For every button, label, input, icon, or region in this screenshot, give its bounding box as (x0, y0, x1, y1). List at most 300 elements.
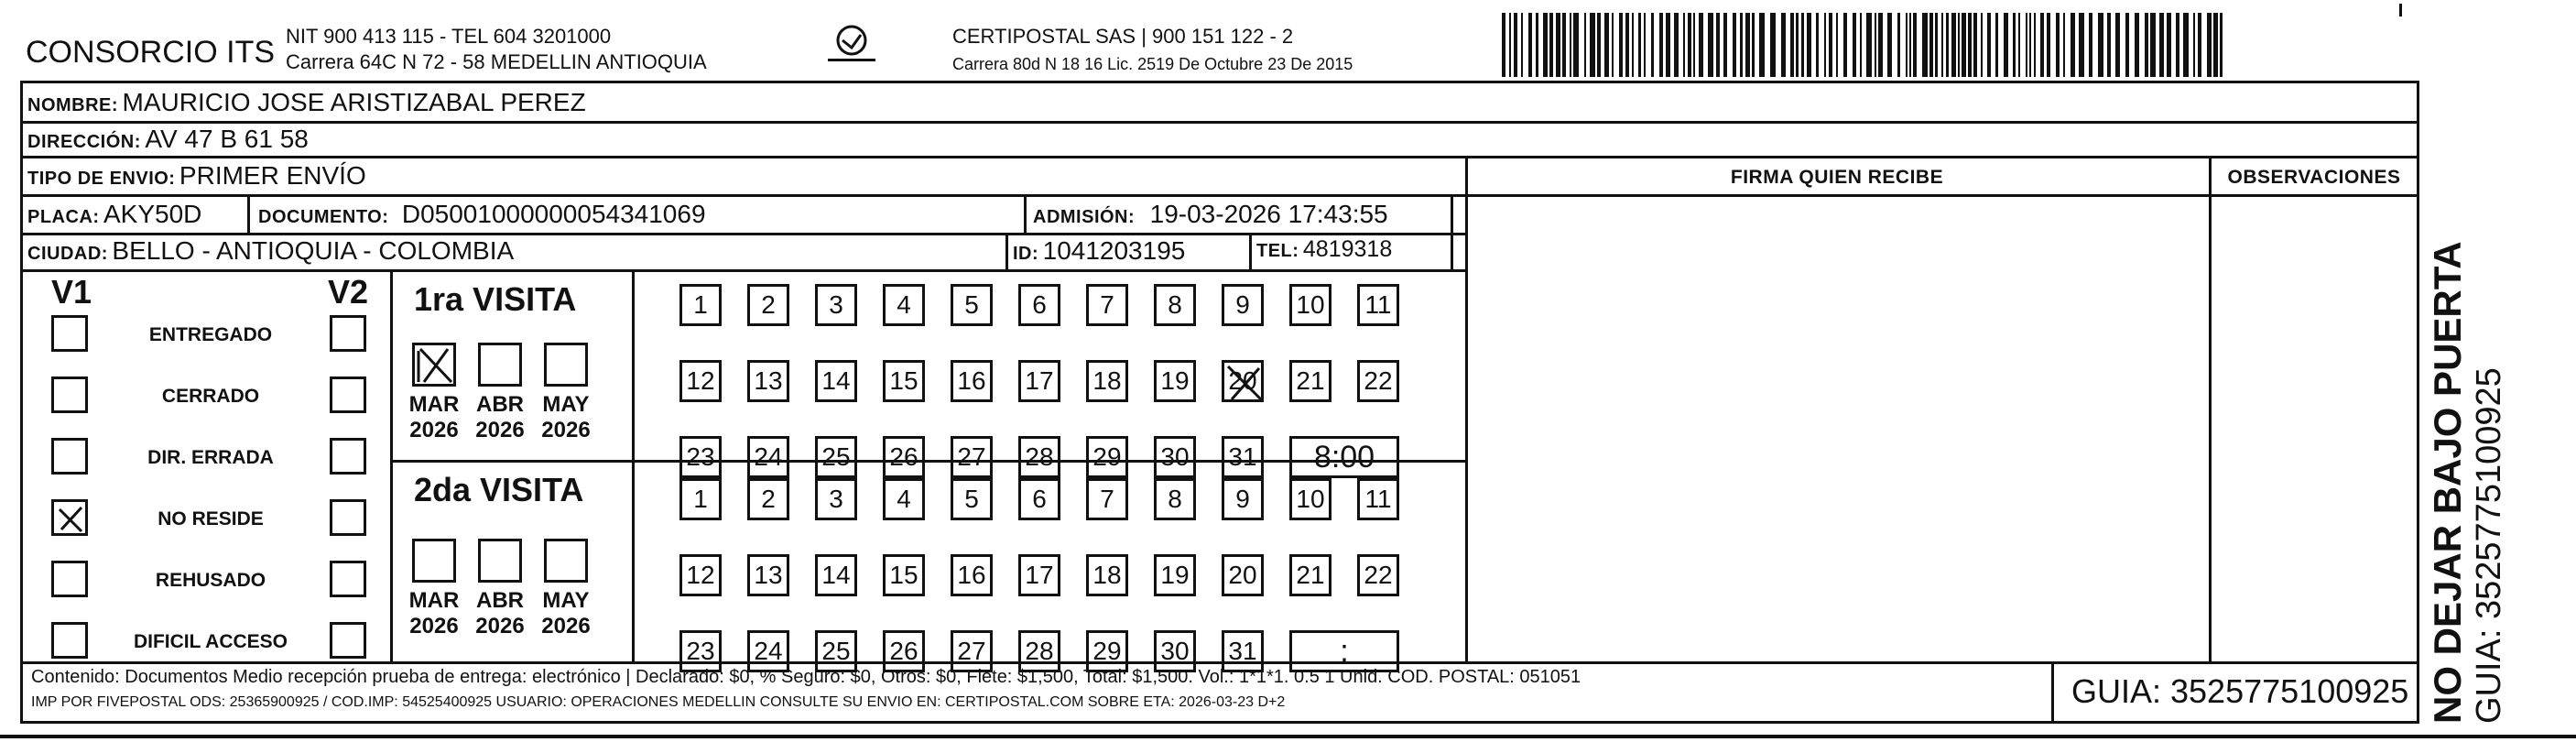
day-number: 21 (1296, 561, 1325, 589)
firma-area[interactable] (1476, 203, 2200, 654)
barcode-bar (2040, 13, 2044, 77)
day-box[interactable] (815, 284, 857, 326)
day-box[interactable] (951, 554, 993, 596)
visit1-month-boxes (408, 343, 591, 442)
day-box[interactable] (951, 360, 993, 402)
barcode-bar (2193, 13, 2195, 77)
barcode-bar (2183, 13, 2189, 77)
month-checkbox[interactable] (544, 343, 588, 387)
day-number: 1 (693, 290, 708, 319)
day-number: 11 (1364, 290, 1392, 319)
placa-row (27, 200, 201, 229)
day-number: 5 (964, 290, 979, 319)
day-box[interactable] (1086, 360, 1128, 402)
day-number: 14 (821, 366, 851, 395)
day-number: 29 (1092, 442, 1122, 471)
barcode-bar (1843, 13, 1847, 77)
documento-row (258, 200, 706, 229)
carrier-address: Carrera 80d N 18 16 Lic. 2519 De Octubre 23 De 2015 (952, 55, 1353, 73)
direccion-row (27, 125, 309, 154)
day-box[interactable] (1086, 478, 1128, 520)
barcode-bar (1604, 13, 1609, 77)
barcode-bar (1897, 13, 1900, 77)
day-number: 5 (964, 485, 979, 513)
day-number: 15 (889, 561, 918, 589)
nombre-label: NOMBRE: (27, 95, 119, 115)
barcode-bar (1521, 13, 1523, 77)
day-number: 4 (897, 485, 911, 513)
day-box[interactable] (883, 554, 925, 596)
barcode-bar (2056, 13, 2060, 77)
status-label: REHUSADO (155, 570, 266, 591)
barcode-bar (2115, 13, 2120, 77)
tel-value: 4819318 (1302, 236, 1393, 262)
barcode-bar (2047, 13, 2050, 77)
barcode-bar (1562, 13, 1566, 77)
day-box[interactable] (1086, 284, 1128, 326)
id-value: 1041203195 (1042, 236, 1186, 265)
day-x-mark (1224, 363, 1265, 403)
visit2-day-grid (679, 478, 1399, 672)
day-box[interactable] (815, 554, 857, 596)
day-number: 30 (1160, 442, 1190, 471)
barcode-bar (1514, 13, 1517, 77)
barcode-bar (1733, 13, 1736, 77)
barcode-bar (1688, 13, 1691, 77)
side-guia: GUIA: 3525775100925 (2470, 367, 2508, 724)
observaciones-header: OBSERVACIONES (2227, 167, 2401, 188)
time-value: 8:00 (1313, 439, 1375, 475)
day-box[interactable] (1357, 284, 1399, 326)
day-number: 2 (761, 290, 776, 319)
day-number: 13 (754, 366, 783, 395)
admision-row (1033, 200, 1388, 229)
day-number: 6 (1032, 485, 1047, 513)
day-number: 30 (1160, 637, 1190, 665)
visit1-day-grid (679, 284, 1399, 478)
barcode-bar (1651, 13, 1654, 77)
day-box[interactable] (1154, 360, 1196, 402)
barcode-bar (2098, 13, 2103, 77)
day-box[interactable] (1222, 554, 1264, 596)
day-number: 11 (1364, 485, 1392, 513)
barcode-bar (1853, 13, 1856, 77)
barcode-bar (2063, 13, 2065, 77)
observaciones-area[interactable] (2220, 203, 2412, 654)
day-number: 26 (889, 442, 918, 471)
day-number: 10 (1296, 290, 1325, 319)
year-label: 2026 (409, 418, 459, 442)
barcode-bar (1796, 13, 1799, 77)
barcode-bar (2107, 13, 2111, 77)
barcode-bar (2004, 13, 2008, 77)
tipo-envio-label: TIPO DE ENVIO: (27, 169, 176, 189)
day-box[interactable] (1018, 360, 1060, 402)
nombre-row (27, 88, 586, 117)
day-box[interactable] (951, 436, 993, 478)
year-label: 2026 (475, 614, 525, 638)
day-number: 19 (1160, 366, 1190, 395)
day-box[interactable] (679, 436, 722, 478)
day-box[interactable] (747, 284, 789, 326)
day-box[interactable] (679, 478, 722, 520)
admision-label: ADMISIÓN: (1033, 207, 1136, 227)
barcode-bar (1659, 13, 1663, 77)
footer-guia: GUIA: 3525775100925 (2071, 672, 2409, 710)
barcode-bar (1968, 13, 1972, 77)
day-box[interactable] (1289, 360, 1331, 402)
admision-value: 19-03-2026 17:43:55 (1149, 200, 1388, 228)
day-box[interactable] (1357, 554, 1399, 596)
v2-checkbox[interactable] (330, 561, 366, 597)
footer-imp: IMP POR FIVEPOSTAL ODS: 25365900925 / COD.IMP: 54525400925 USUARIO: OPERACIONES MEDELLIN CONSULTE SU ENVIO EN: CERTIPOSTAL.COM SOBRE ETA: 2026-03-23 D+2 (31, 694, 1286, 710)
status-label: DIR. ERRADA (147, 447, 274, 468)
barcode-bar (2220, 13, 2223, 77)
day-number: 8 (1168, 290, 1182, 319)
month-checkbox[interactable] (412, 539, 456, 583)
id-row (1013, 236, 1185, 266)
direccion-label: DIRECCIÓN: (27, 132, 141, 152)
barcode-bar (1745, 13, 1750, 77)
day-box[interactable] (1018, 284, 1060, 326)
barcode-bar (1543, 13, 1548, 77)
day-number: 6 (1032, 290, 1047, 319)
day-number: 3 (829, 485, 843, 513)
barcode-bar (1509, 13, 1511, 77)
month-label: MAY (542, 392, 590, 417)
day-box[interactable] (1018, 478, 1060, 520)
barcode-bar (1973, 13, 1977, 77)
barcode (1502, 13, 2234, 79)
barcode-bar (2159, 13, 2164, 77)
day-number: 18 (1092, 561, 1122, 589)
nombre-value: MAURICIO JOSE ARISTIZABAL PEREZ (122, 88, 586, 116)
barcode-bar (1612, 13, 1614, 77)
tipo-envio-value: PRIMER ENVÍO (179, 161, 366, 190)
barcode-bar (1801, 13, 1804, 77)
day-box[interactable] (1018, 554, 1060, 596)
ciudad-label: CIUDAD: (27, 244, 108, 264)
barcode-bar (1597, 13, 1601, 77)
day-box[interactable] (883, 360, 925, 402)
day-box[interactable] (1357, 478, 1399, 520)
day-box[interactable] (1154, 478, 1196, 520)
barcode-bar (1584, 13, 1586, 77)
day-number: 17 (1025, 366, 1054, 395)
day-box[interactable] (883, 478, 925, 520)
barcode-bar (1770, 13, 1776, 77)
day-number: 22 (1364, 561, 1393, 589)
barcode-bar (1708, 13, 1713, 77)
barcode-bar (1723, 13, 1727, 77)
status-label: NO RESIDE (158, 508, 264, 529)
id-label: ID: (1013, 244, 1039, 264)
day-number: 15 (889, 366, 918, 395)
barcode-bar (1536, 13, 1538, 77)
visit2-month-boxes (408, 539, 591, 638)
day-box[interactable] (883, 436, 925, 478)
barcode-bar (1909, 13, 1911, 77)
v2-checkbox[interactable] (330, 622, 366, 659)
barcode-bar (1759, 13, 1765, 77)
barcode-bar (1674, 13, 1679, 77)
documento-value: D05001000000054341069 (401, 200, 706, 228)
month-label: MAR (408, 392, 460, 417)
no-dejar-warning: NO DEJAR BAJO PUERTA (2426, 241, 2469, 724)
barcode-bar (1913, 13, 1917, 77)
v2-checkbox[interactable] (330, 499, 366, 536)
barcode-bar (1887, 13, 1892, 77)
barcode-bar (1570, 13, 1571, 77)
barcode-bar (1693, 13, 1695, 77)
barcode-bar (1590, 13, 1595, 77)
barcode-bar (1866, 13, 1872, 77)
barcode-bar (2145, 13, 2148, 77)
day-number: 31 (1228, 442, 1257, 471)
barcode-bar (1573, 13, 1579, 77)
certipostal-logo (824, 24, 879, 76)
barcode-bar (2135, 13, 2139, 77)
tipo-envio-row (27, 161, 366, 191)
day-number: 13 (754, 561, 783, 589)
status-label: ENTREGADO (148, 324, 273, 345)
placa-value: AKY50D (103, 200, 202, 228)
nit-line: NIT 900 413 115 - TEL 604 3201000 (286, 25, 612, 48)
day-number: 19 (1160, 561, 1190, 589)
barcode-bar (2018, 13, 2020, 77)
month-checkbox[interactable] (478, 539, 522, 583)
v1-label: V1 (51, 273, 92, 311)
barcode-bar (2198, 13, 2201, 77)
day-number: 27 (957, 637, 986, 665)
day-number: 16 (957, 561, 986, 589)
barcode-bar (1995, 13, 1998, 77)
day-number: 24 (754, 442, 783, 471)
day-box[interactable] (1289, 478, 1331, 520)
barcode-bar (2026, 13, 2027, 77)
barcode-bar (1836, 13, 1838, 77)
day-box[interactable] (1154, 284, 1196, 326)
barcode-bar (1644, 13, 1646, 77)
day-number: 3 (829, 290, 843, 319)
month-label: ABR (476, 392, 524, 417)
day-number: 21 (1296, 366, 1325, 395)
day-box[interactable] (1086, 436, 1128, 478)
day-number: 22 (1364, 366, 1393, 395)
barcode-bar (2150, 13, 2156, 77)
day-box[interactable] (951, 284, 993, 326)
day-number: 28 (1025, 637, 1054, 665)
day-number: 28 (1025, 442, 1054, 471)
day-number: 26 (889, 637, 918, 665)
day-number: 20 (1228, 366, 1257, 395)
barcode-bar (1556, 13, 1560, 77)
ciudad-row (27, 236, 514, 266)
day-box[interactable] (815, 436, 857, 478)
time-box[interactable] (1289, 436, 1399, 478)
barcode-bar (1824, 13, 1826, 77)
day-number: 8 (1168, 485, 1182, 513)
barcode-bar (1528, 13, 1532, 77)
day-number: 16 (957, 366, 986, 395)
day-number: 7 (1100, 485, 1114, 513)
barcode-bar (1941, 13, 1943, 77)
barcode-bar (1699, 13, 1703, 77)
barcode-bar (1860, 13, 1862, 77)
placa-label: PLACA: (27, 207, 100, 227)
barcode-bar (2034, 13, 2036, 77)
barcode-bar (2213, 13, 2218, 77)
day-number: 20 (1228, 561, 1257, 589)
barcode-bar (1619, 13, 1623, 77)
barcode-bar (2167, 13, 2171, 77)
day-box[interactable] (1086, 554, 1128, 596)
ciudad-value: BELLO - ANTIOQUIA - COLOMBIA (112, 236, 515, 265)
barcode-bar (1549, 13, 1553, 77)
barcode-bar (1922, 13, 1928, 77)
barcode-bar (2207, 13, 2212, 77)
barcode-bar (2125, 13, 2129, 77)
day-number: 17 (1025, 561, 1054, 589)
bottom-edge (0, 735, 2576, 738)
barcode-bar (1752, 13, 1755, 77)
barcode-bar (1906, 13, 1908, 77)
barcode-bar (2176, 13, 2179, 77)
day-box[interactable] (1289, 554, 1331, 596)
day-box[interactable] (1357, 360, 1399, 402)
day-number: 4 (897, 290, 911, 319)
direccion-value: AV 47 B 61 58 (145, 125, 309, 153)
barcode-bar (1958, 13, 1960, 77)
barcode-bar (1790, 13, 1794, 77)
tel-label: TEL: (1256, 241, 1299, 261)
barcode-bar (1987, 13, 1991, 77)
address-line: Carrera 64C N 72 - 58 MEDELLIN ANTIOQUIA (286, 50, 707, 73)
v2-checkbox[interactable] (330, 315, 366, 352)
year-label: 2026 (409, 614, 459, 638)
carrier-line: CERTIPOSTAL SAS | 900 151 122 - 2 (952, 25, 1294, 48)
day-box[interactable] (1018, 436, 1060, 478)
month-checkbox[interactable] (412, 343, 456, 387)
day-box[interactable] (747, 478, 789, 520)
documento-label: DOCUMENTO: (258, 207, 389, 227)
day-number: 2 (761, 485, 776, 513)
barcode-bar (1946, 13, 1949, 77)
day-number: 12 (686, 366, 715, 395)
barcode-bar (1962, 13, 1966, 77)
barcode-bar (1875, 13, 1876, 77)
day-number: 10 (1296, 485, 1325, 513)
day-box[interactable] (815, 478, 857, 520)
day-box[interactable] (679, 554, 722, 596)
month-label: MAR (408, 588, 460, 613)
barcode-bar (1781, 13, 1786, 77)
day-box[interactable] (1154, 436, 1196, 478)
barcode-bar (2013, 13, 2016, 77)
day-box[interactable] (747, 436, 789, 478)
barcode-bar (2029, 13, 2031, 77)
day-box[interactable] (1289, 284, 1331, 326)
barcode-bar (1929, 13, 1933, 77)
barcode-bar (1666, 13, 1670, 77)
month-label: ABR (476, 588, 524, 613)
year-label: 2026 (541, 418, 591, 442)
barcode-bar (1935, 13, 1938, 77)
side-text (2427, 64, 2509, 724)
day-box[interactable] (1154, 554, 1196, 596)
barcode-bar (1638, 13, 1641, 77)
status-label: CERRADO (161, 386, 260, 407)
year-label: 2026 (475, 418, 525, 442)
barcode-bar (1632, 13, 1634, 77)
corner-mark (2399, 4, 2402, 16)
visit1-title: 1ra VISITA (414, 280, 577, 318)
day-box[interactable] (747, 360, 789, 402)
barcode-bar (1816, 13, 1819, 77)
day-box[interactable] (1222, 360, 1264, 402)
day-box[interactable] (1222, 478, 1264, 520)
day-number: 24 (754, 637, 783, 665)
barcode-bar (1951, 13, 1956, 77)
v2-checkbox[interactable] (330, 438, 366, 475)
v2-label: V2 (328, 273, 369, 311)
day-number: 12 (686, 561, 715, 589)
day-number: 9 (1235, 485, 1250, 513)
tel-row (1256, 236, 1392, 263)
barcode-bar (1807, 13, 1811, 77)
day-number: 7 (1100, 290, 1114, 319)
day-box[interactable] (1222, 436, 1264, 478)
month-label: MAY (542, 588, 590, 613)
barcode-bar (2079, 13, 2084, 77)
day-box[interactable] (679, 360, 722, 402)
day-number: 27 (957, 442, 986, 471)
month-checkbox[interactable] (478, 343, 522, 387)
day-box[interactable] (883, 284, 925, 326)
barcode-bar (1981, 13, 1983, 77)
barcode-bar (1683, 13, 1685, 77)
day-box[interactable] (747, 554, 789, 596)
day-box[interactable] (679, 284, 722, 326)
barcode-bar (1878, 13, 1883, 77)
day-box[interactable] (951, 478, 993, 520)
barcode-bar (1829, 13, 1832, 77)
status-label: DIFICIL ACCESO (133, 631, 288, 652)
v2-checkbox[interactable] (330, 376, 366, 413)
barcode-bar (1502, 13, 1505, 77)
company-name: CONSORCIO ITS (26, 35, 276, 70)
barcode-bar (1716, 13, 1720, 77)
barcode-bar (2089, 13, 2092, 77)
firma-header: FIRMA QUIEN RECIBE (1730, 167, 1944, 188)
day-box[interactable] (815, 360, 857, 402)
visit2-title: 2da VISITA (414, 471, 584, 508)
footer-contenido: Contenido: Documentos Medio recepción prueba de entrega: electrónico | Declarado: $0, % Seguro: $0, Otros: $0, Flete: $1,500, Total: $1,500. Vol.: 1*1*1. 0.5 1 Unid. COD. POSTAL: 051051 (31, 667, 1581, 687)
barcode-bar (2071, 13, 2075, 77)
day-number: 25 (821, 637, 851, 665)
day-number: 14 (821, 561, 851, 589)
day-number: 25 (821, 442, 851, 471)
day-number: 23 (686, 637, 715, 665)
day-number: 29 (1092, 637, 1122, 665)
year-label: 2026 (541, 614, 591, 638)
day-number: 9 (1235, 290, 1250, 319)
barcode-bar (1625, 13, 1629, 77)
time-value: : (1340, 633, 1349, 669)
month-checkbox[interactable] (544, 539, 588, 583)
day-box[interactable] (1222, 284, 1264, 326)
day-number: 18 (1092, 366, 1122, 395)
